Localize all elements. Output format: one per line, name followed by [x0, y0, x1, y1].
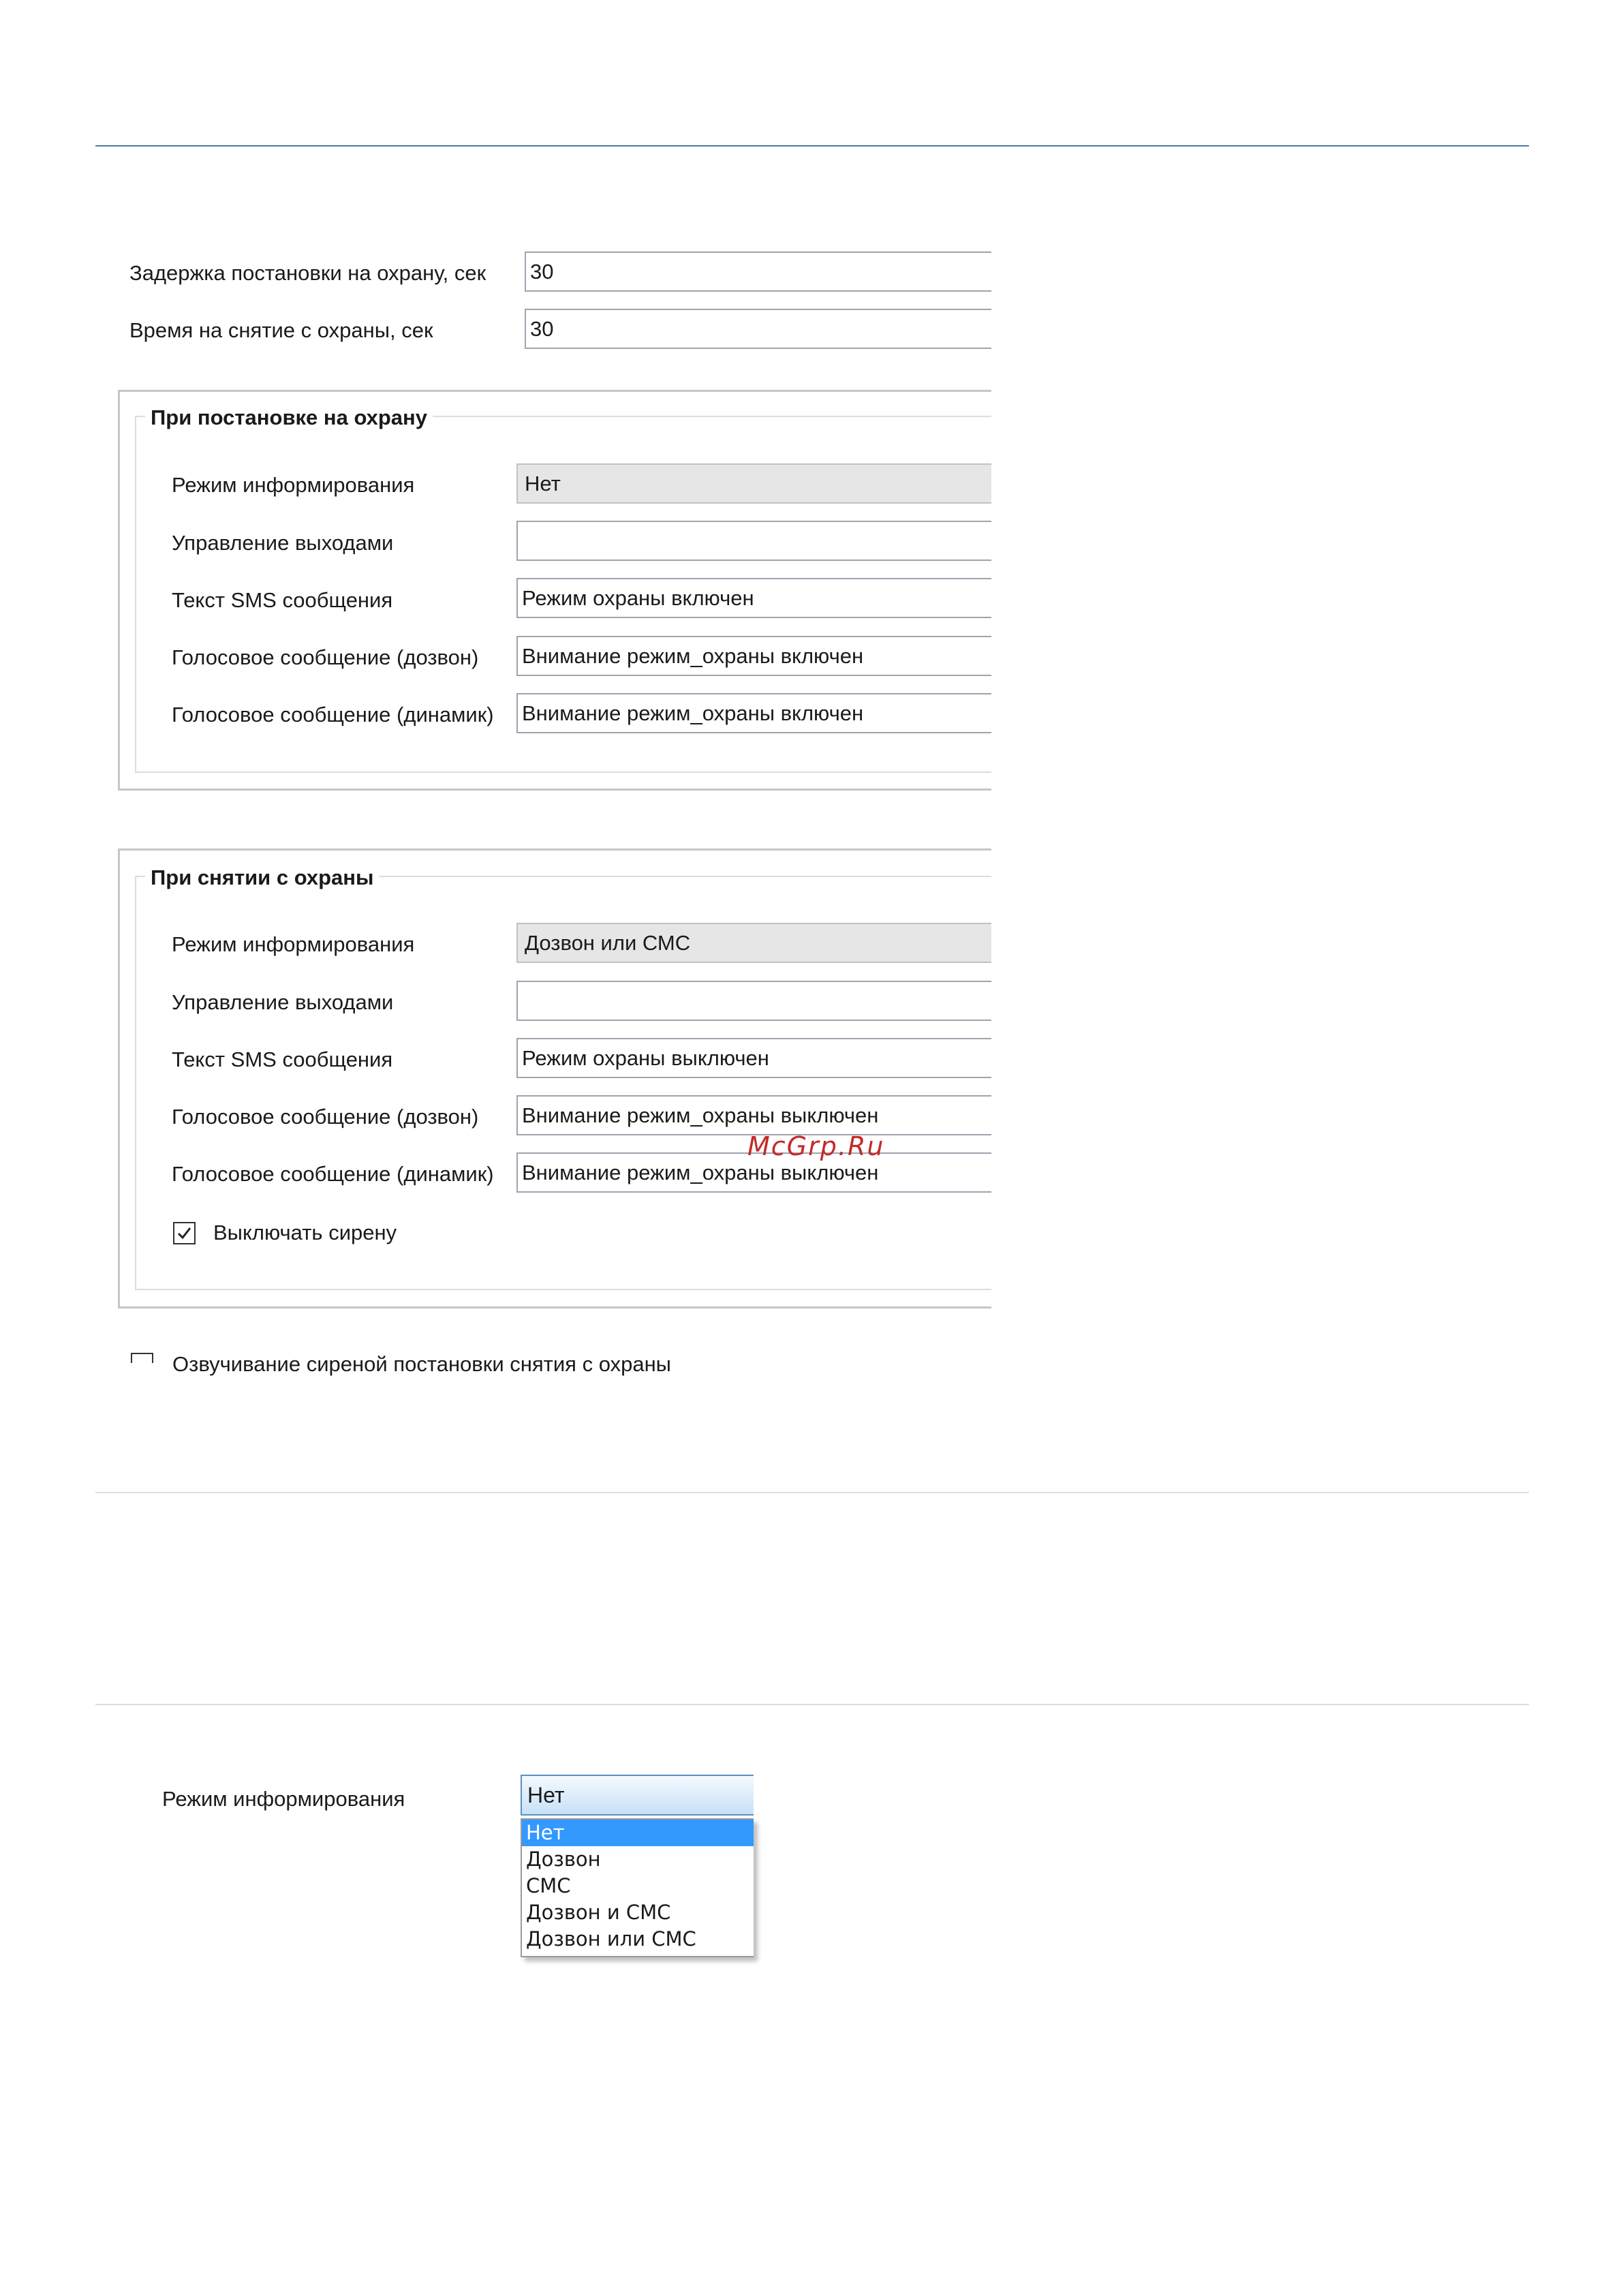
disarm-voice-speaker-label: Голосовое сообщение (динамик): [172, 1162, 494, 1186]
option-call-or-sms[interactable]: Дозвон или СМС: [526, 1927, 696, 1950]
disarm-outputs-input[interactable]: [516, 981, 991, 1021]
disarm-voice-call-input[interactable]: Внимание режим_охраны выключен: [516, 1095, 991, 1135]
disarm-info-mode-select[interactable]: Дозвон или СМС: [516, 923, 991, 963]
arm-info-mode-select[interactable]: Нет: [516, 463, 991, 504]
arm-info-mode-label: Режим информирования: [172, 473, 415, 497]
disarm-voice-call-label: Голосовое сообщение (дозвон): [172, 1105, 479, 1129]
arm-outputs-input[interactable]: [516, 521, 991, 561]
checkmark-icon: [176, 1225, 193, 1242]
arm-voice-speaker-label: Голосовое сообщение (динамик): [172, 703, 494, 726]
disarm-voice-speaker-input[interactable]: Внимание режим_охраны выключен: [516, 1152, 991, 1193]
siren-off-label: Выключать сирену: [213, 1221, 397, 1244]
option-sms[interactable]: СМС: [526, 1874, 571, 1897]
option-call-and-sms[interactable]: Дозвон и СМС: [526, 1901, 671, 1924]
disarm-sms-label: Текст SMS сообщения: [172, 1047, 393, 1071]
arm-delay-label: Задержка постановки на охрану, сек: [129, 261, 486, 285]
disarm-info-mode-label: Режим информирования: [172, 932, 415, 956]
arm-voice-call-input[interactable]: Внимание режим_охраны включен: [516, 636, 991, 676]
disarm-outputs-label: Управление выходами: [172, 990, 394, 1014]
info-mode-options: [521, 1818, 754, 1957]
info-mode-combobox[interactable]: Нет: [521, 1775, 754, 1816]
arm-sms-input[interactable]: Режим охраны включен: [516, 578, 991, 618]
disarm-sms-input[interactable]: Режим охраны выключен: [516, 1038, 991, 1078]
option-call[interactable]: Дозвон: [526, 1848, 601, 1871]
section-divider-1: [95, 1492, 1529, 1493]
disarm-time-input[interactable]: 30: [525, 309, 991, 349]
siren-announce-checkbox[interactable]: [131, 1353, 153, 1363]
siren-off-checkbox[interactable]: [173, 1222, 196, 1244]
arm-group-title: При постановке на охрану: [145, 404, 433, 431]
disarm-time-label: Время на снятие с охраны, сек: [129, 318, 433, 342]
section-divider-2: [95, 1704, 1529, 1705]
dropdown-label: Режим информирования: [162, 1787, 405, 1811]
option-none[interactable]: Нет: [522, 1820, 754, 1846]
arm-voice-call-label: Голосовое сообщение (дозвон): [172, 645, 479, 669]
watermark: McGrp.Ru: [747, 1131, 885, 1161]
arm-delay-input[interactable]: 30: [525, 251, 991, 292]
arm-voice-speaker-input[interactable]: Внимание режим_охраны включен: [516, 693, 991, 733]
arm-sms-label: Текст SMS сообщения: [172, 588, 393, 612]
arm-outputs-label: Управление выходами: [172, 531, 394, 555]
siren-announce-label: Озвучивание сиреной постановки снятия с охраны: [172, 1352, 671, 1376]
disarm-group-title: При снятии с охраны: [145, 864, 379, 891]
